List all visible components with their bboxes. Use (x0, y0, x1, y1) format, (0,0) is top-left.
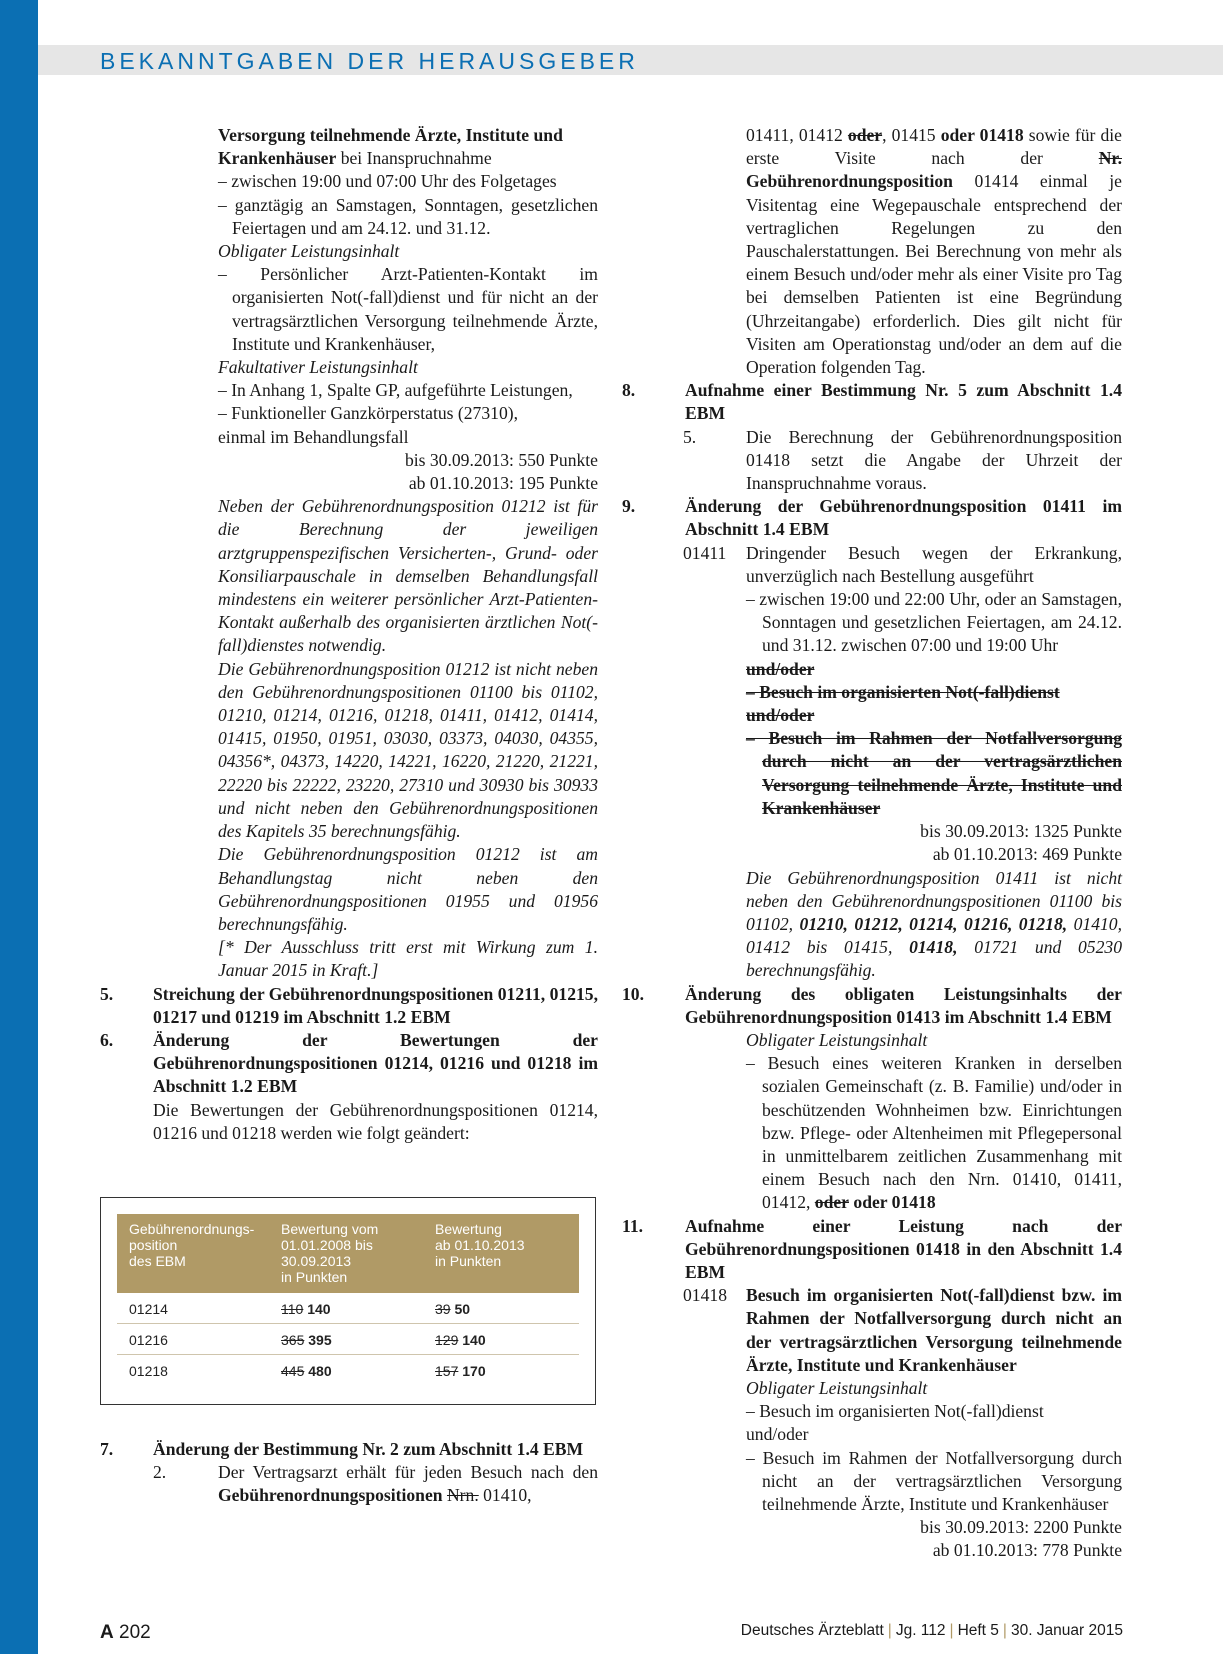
points-line: ab 01.10.2013: 469 Punkte (932, 844, 1122, 865)
left-column (100, 124, 598, 1145)
dash-item: – zwischen 19:00 und 22:00 Uhr, oder an Samstagen, Sonntagen und gesetzlichen Feiertagen, am 24.12. und 31.12. zwischen 07:00 und 19:00 Uhr (746, 589, 1122, 656)
table-header-row (117, 1214, 579, 1293)
dash-item: – Besuch im Rahmen der Notfallversorgung durch nicht an der vertragsärztlichen Versorgung teilnehmende Ärzte, Institute und Krankenhäuser (746, 1447, 1122, 1514)
dash-item: – Besuch im organisierten Not(-fall)dienst (746, 1401, 1044, 1422)
table-cell: 01216 (117, 1324, 269, 1355)
table-cell: 01214 (117, 1293, 269, 1324)
italic-paragraph: Die Gebührenordnungsposition 01212 ist am Behandlungstag nicht neben den Gebührenordnungspositionen 01955 und 01956 berechnungsfähig. (218, 844, 598, 934)
page-number: A 202 (100, 1622, 151, 1643)
rating-table (117, 1214, 579, 1385)
points-line: ab 01.10.2013: 195 Punkte (408, 473, 598, 494)
dash-item: – Persönlicher Arzt-Patienten-Kontakt im organisierten Not(-fall)dienst und für nicht an der vertragsärztlichen Versorgung teilnehmende Ärzte, Institute und Krankenhäuser, (218, 264, 598, 354)
struck-line: und/oder (746, 705, 815, 726)
rating-table-box (100, 1197, 596, 1405)
table-row (117, 1324, 579, 1355)
item-6-text: Die Bewertungen der Gebührenordnungspositionen 01214, 01216 und 01218 werden wie folgt geändert: (153, 1099, 598, 1143)
item-5: 5. Streichung der Gebührenordnungspositionen 01211, 01215, 01217 und 01219 im Abschnitt 1.2 EBM (100, 983, 598, 1027)
subheading: Obligater Leistungsinhalt (218, 241, 400, 262)
table-header-cell: Bewertung vom 01.01.2008 bis 30.09.2013 in Punkten (269, 1214, 423, 1293)
table-cell: 01218 (129, 1363, 168, 1379)
italic-paragraph: Neben der Gebührenordnungsposition 01212 ist für die Berechnung der jeweiligen arztgruppenspezifischen Versicherten-, Grund- oder Konsiliarpauschale in demselben Behandlungsfall mindestens ein weiterer persönlicher Arzt-Patienten-Kontakt außerhalb des organisierten ärztlichen Not(-fall)dienstes notwendig. (218, 496, 598, 656)
dash-item: – Besuch eines weiteren Kranken in derselben sozialen Gemeinschaft (z. B. Familie) und/oder in beschützenden Wohnheimen bzw. Einrichtungen bzw. Pflege- oder Altenheimen mit Pflegepersonal in unmittelbarem zeitlichen Zusammenhang mit einem Besuch nach den Nrn. 01410, 01411, 01412, oder oder 01418 (746, 1053, 1122, 1213)
italic-paragraph: Die Gebührenordnungsposition 01212 ist nicht neben den Gebührenordnungspositionen 01100 bis 01102, 01210, 01214, 01216, 01218, 01411, 01412, 01414, 01415, 01950, 01951, 03030, 03373, 04030, 04355, 04356*, 04373, 14220, 14221, 16220, 21220, 21221, 22220 bis 22222, 23220, 27310 und 30930 bis 30933 und nicht neben den Gebührenordnungspositionen des Kapitels 35 berechnungsfähig. (218, 658, 598, 842)
table-row (117, 1355, 579, 1386)
points-line: bis 30.09.2013: 2200 Punkte (920, 1517, 1122, 1538)
left-intro: Versorgung teilnehmende Ärzte, Institute und Krankenhäuser bei Inanspruchnahme (218, 125, 563, 169)
table-cell: 445 480 (281, 1363, 332, 1379)
subheading: Obligater Leistungsinhalt (746, 1029, 928, 1050)
item-10: 10. Änderung des obligaten Leistungsinhalts der Gebührenordnungsposition 01413 im Abschnitt 1.4 EBM (622, 983, 1122, 1027)
struck-line: – Besuch im Rahmen der Notfallversorgung durch nicht an der vertragsärztlichen Versorgung teilnehmende Ärzte, Institute und Krankenhäuser (746, 728, 1122, 818)
italic-paragraph: [* Der Ausschluss tritt erst mit Wirkung zum 1. Januar 2015 in Kraft.] (218, 937, 598, 981)
dash-item: – zwischen 19:00 und 07:00 Uhr des Folgetages (218, 171, 557, 192)
item-7-sub: 2. Der Vertragsarzt erhält für jeden Besuch nach den Gebührenordnungspositionen Nrn. 01410, (153, 1462, 598, 1506)
left-column-bottom (100, 1438, 598, 1508)
italic-paragraph: Die Gebührenordnungsposition 01411 ist nicht neben den Gebührenordnungspositionen 01100 bis 01102, 01210, 01212, 01214, 01216, 01218, 01410, 01412 bis 01415, 01418, 01721 und 05230 berechnungsfähig. (746, 867, 1122, 981)
text-line: und/oder (746, 1424, 809, 1445)
right-intro: 01411, 01412 oder, 01415 oder 01418 sowie für die erste Visite nach der Nr. Gebührenordnungsposition 01414 einmal je Visitentag eine Wegepauschale entsprechend der vertraglichen Regelungen zu den Pauschalerstattungen. Bei Berechnung von mehr als einem Besuch und/oder mehr als einer Visite pro Tag bei demselben Patienten ist eine Begründung (Uhrzeitangabe) erforderlich. Dies gilt nicht für Visiten am Operationstag und/oder an dem auf die Operation folgenden Tag. (746, 125, 1122, 378)
points-line: bis 30.09.2013: 1325 Punkte (920, 821, 1122, 842)
dash-item: – In Anhang 1, Spalte GP, aufgeführte Leistungen, (218, 380, 573, 401)
section-header: BEKANNTGABEN DER HERAUSGEBER (100, 48, 639, 74)
subheading: Obligater Leistungsinhalt (746, 1377, 928, 1398)
item-11-sub: 01418 Besuch im organisierten Not(-fall)dienst bzw. im Rahmen der Notfallversorgung durch nicht an der vertragsärztlichen Versorgung teilnehmende Ärzte, Institute und Krankenhäuser (683, 1285, 1122, 1375)
table-header-cell: Gebührenordnungs- position des EBM (117, 1214, 269, 1293)
item-11: 11. Aufnahme einer Leistung nach der Gebührenordnungspositionen 01418 in den Abschnitt 1.4 EBM (622, 1215, 1122, 1282)
table-cell: 157 170 (435, 1363, 486, 1379)
item-6: 6. Änderung der Bewertungen der Gebührenordnungspositionen 01214, 01216 und 01218 im Abschnitt 1.2 EBM (100, 1029, 598, 1097)
item-8: 8. Aufnahme einer Bestimmung Nr. 5 zum Abschnitt 1.4 EBM (622, 380, 1122, 424)
table-header-cell: Bewertung ab 01.10.2013 in Punkten (423, 1214, 579, 1293)
table-cell: 129 140 (423, 1324, 579, 1355)
points-line: ab 01.10.2013: 778 Punkte (932, 1540, 1122, 1561)
dash-item: – ganztägig an Samstagen, Sonntagen, gesetzlichen Feiertagen und am 24.12. und 31.12. (218, 194, 598, 238)
item-9: 9. Änderung der Gebührenordnungsposition 01411 im Abschnitt 1.4 EBM (622, 496, 1122, 540)
struck-line: und/oder (746, 658, 815, 679)
text-line: einmal im Behandlungsfall (218, 426, 409, 447)
subheading: Fakultativer Leistungsinhalt (218, 357, 418, 378)
right-column (620, 124, 1122, 1563)
struck-line: – Besuch im organisierten Not(-fall)dienst (746, 681, 1060, 702)
table-row (117, 1293, 579, 1324)
item-7: 7. Änderung der Bestimmung Nr. 2 zum Abschnitt 1.4 EBM (100, 1439, 584, 1459)
points-line: bis 30.09.2013: 550 Punkte (404, 449, 598, 470)
item-9-sub: 01411 Dringender Besuch wegen der Erkrankung, unverzüglich nach Bestellung ausgeführt (683, 542, 1122, 586)
item-8-sub: 5. Die Berechnung der Gebührenordnungsposition 01418 setzt die Angabe der Uhrzeit der Inanspruchnahme voraus. (683, 426, 1122, 494)
table-cell: 39 50 (423, 1293, 579, 1324)
journal-info: Deutsches Ärzteblatt | Jg. 112 | Heft 5 | 30. Januar 2015 (740, 1622, 1123, 1639)
dash-item: – Funktioneller Ganzkörperstatus (27310), (218, 403, 519, 424)
left-color-bar (0, 0, 38, 1654)
table-cell: 365 395 (269, 1324, 423, 1355)
table-cell: 110 140 (269, 1293, 423, 1324)
